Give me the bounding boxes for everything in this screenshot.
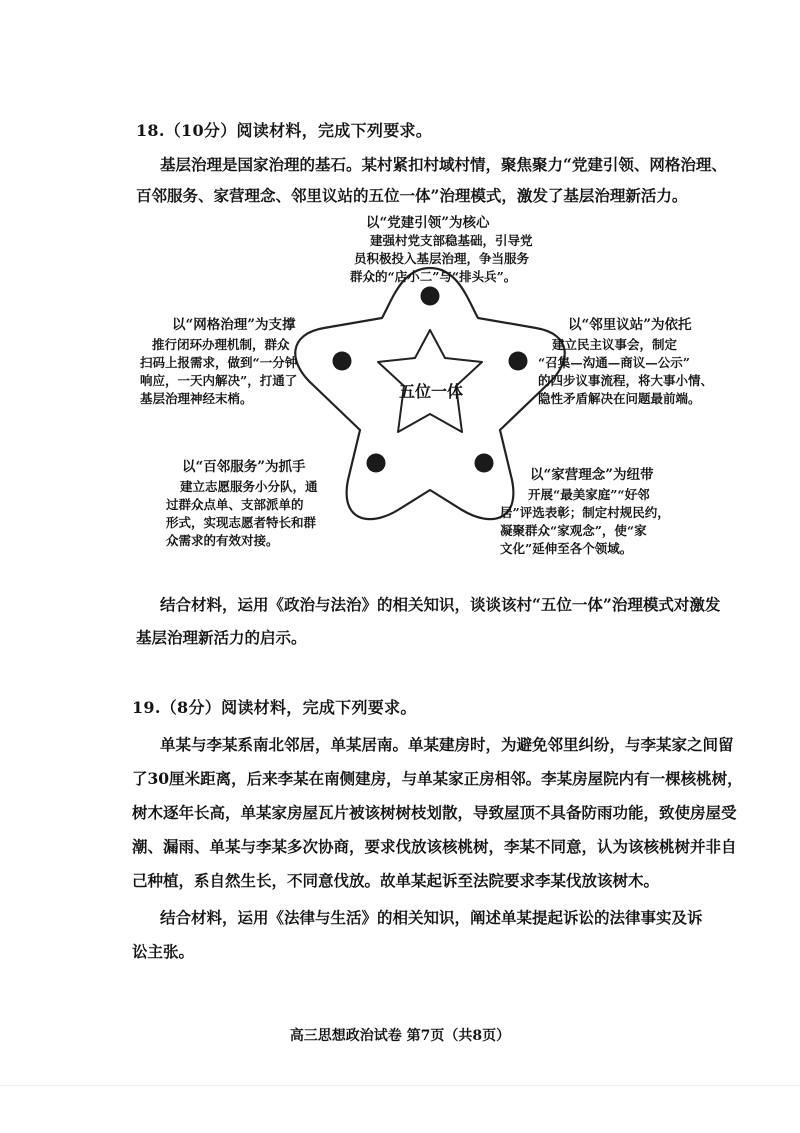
diagram-bottom-right-block [530,466,654,484]
diagram-center-label: 五位一体 [398,382,463,401]
bottom-rule [0,1085,800,1086]
diagram-bottom-left-line: 建立志愿服务小分队，通 [180,479,318,494]
diagram-left-line: 基层治理神经末梢。 [140,391,253,406]
diagram-bottom-right-line: 文化”延伸至各个领域。 [500,541,633,556]
q18-question-line: 基层治理新活力的启示。 [136,628,307,647]
diagram-bottom-left-head: 以“百邻服务”为抓手 [182,459,306,475]
dot-right [509,352,528,371]
q18-question-line: 结合材料，运用《政治与法治》的相关知识，谈谈该村“五位一体”治理模式对激发 [160,595,721,614]
diagram-left-line: 响应，一天内解决”，打通了 [140,373,298,388]
diagram-right-block [568,316,692,334]
q19-question-line: 结合材料，运用《法律与生活》的相关知识，阐述单某提起诉讼的法律事实及诉 [160,908,703,927]
dot-bottom-left [367,454,386,473]
diagram-top-line: 建强村党支部稳基础，引导党 [370,233,533,248]
q18-intro-line: 百邻服务、家营理念、邻里议站的五位一体”治理模式，激发了基层治理新活力。 [136,186,688,205]
diagram-left-body [140,336,297,408]
diagram-right-body [538,336,713,408]
diagram-bottom-left-block [182,458,306,476]
diagram-right-line: “召集—沟通—商议—公示” [538,355,690,370]
dot-left [333,352,352,371]
dot-bottom-right [475,454,494,473]
diagram-bottom-right-head: 以“家营理念”为纽带 [530,467,654,483]
diagram-right-line: 的四步议事流程，将大事小情、 [538,373,714,388]
q18-title: 18.（10分）阅读材料，完成下列要求。 [136,121,433,140]
q19-material-line: 了30厘米距离，后来李某在南侧建房，与单某家正房相邻。李某房屋院内有一棵核桃树， [132,769,743,788]
diagram-bottom-left-line: 众需求的有效对接。 [166,533,279,548]
diagram-top-line: 员积极投入基层治理，争当服务 [354,251,530,266]
diagram-right-line: 建立民主议事会，制定 [552,337,678,352]
diagram-left-block [172,316,296,334]
q19-question-line: 讼主张。 [132,942,195,961]
diagram-bottom-right-body [500,486,670,558]
q19-material-line: 潮、漏雨、单某与李某多次协商，要求伐放该核桃树，李某不同意，认为该核桃树并非自 [132,837,737,856]
diagram-right-head: 以“邻里议站”为依托 [568,317,692,333]
dot-top [421,287,440,306]
q18-intro-line: 基层治理是国家治理的基石。某村紧扣村域村情，聚焦聚力“党建引领、网格治理、 [160,155,727,174]
diagram-right-line: 隐性矛盾解决在问题最前端。 [538,391,701,406]
diagram-bottom-right-line: 居”评选表彰；制定村规民约， [500,505,670,520]
q19-title: 19.（8分）阅读材料，完成下列要求。 [132,698,417,717]
diagram-bottom-left-line: 形式，实现志愿者特长和群 [166,515,317,530]
diagram-left-head: 以“网格治理”为支撑 [172,317,296,333]
q19-material-line: 单某与李某系南北邻居，单某居南。单某建房时，为避免邻里纠纷，与李某家之间留 [160,735,734,754]
diagram-bottom-right-line: 开展“最美家庭”“好邻 [528,487,650,502]
diagram-bottom-right-line: 凝聚群众“家观念”，使“家 [500,523,647,538]
diagram-bottom-left-body [166,478,318,550]
diagram-top-block [366,214,490,232]
diagram-left-line: 推行闭环办理机制，群众 [152,337,290,352]
diagram-top-head: 以“党建引领”为核心 [366,215,490,231]
page-footer: 高三思想政治试卷 第7页（共8页） [289,1028,511,1044]
q19-material-line: 树木逐年长高，单某家房屋瓦片被该树树枝划散，导致屋顶不具备防雨功能，致使房屋受 [132,803,737,822]
diagram-left-line: 扫码上报需求，做到“一分钟 [140,355,298,370]
q19-material-line: 己种植，系自然生长，不同意伐放。故单某起诉至法院要求李某伐放该树木。 [132,871,660,890]
diagram-bottom-left-line: 过群众点单、支部派单的 [166,497,304,512]
diagram-top-body [350,232,533,286]
diagram-top-line: 群众的“店小二”与“排头兵”。 [350,269,517,284]
